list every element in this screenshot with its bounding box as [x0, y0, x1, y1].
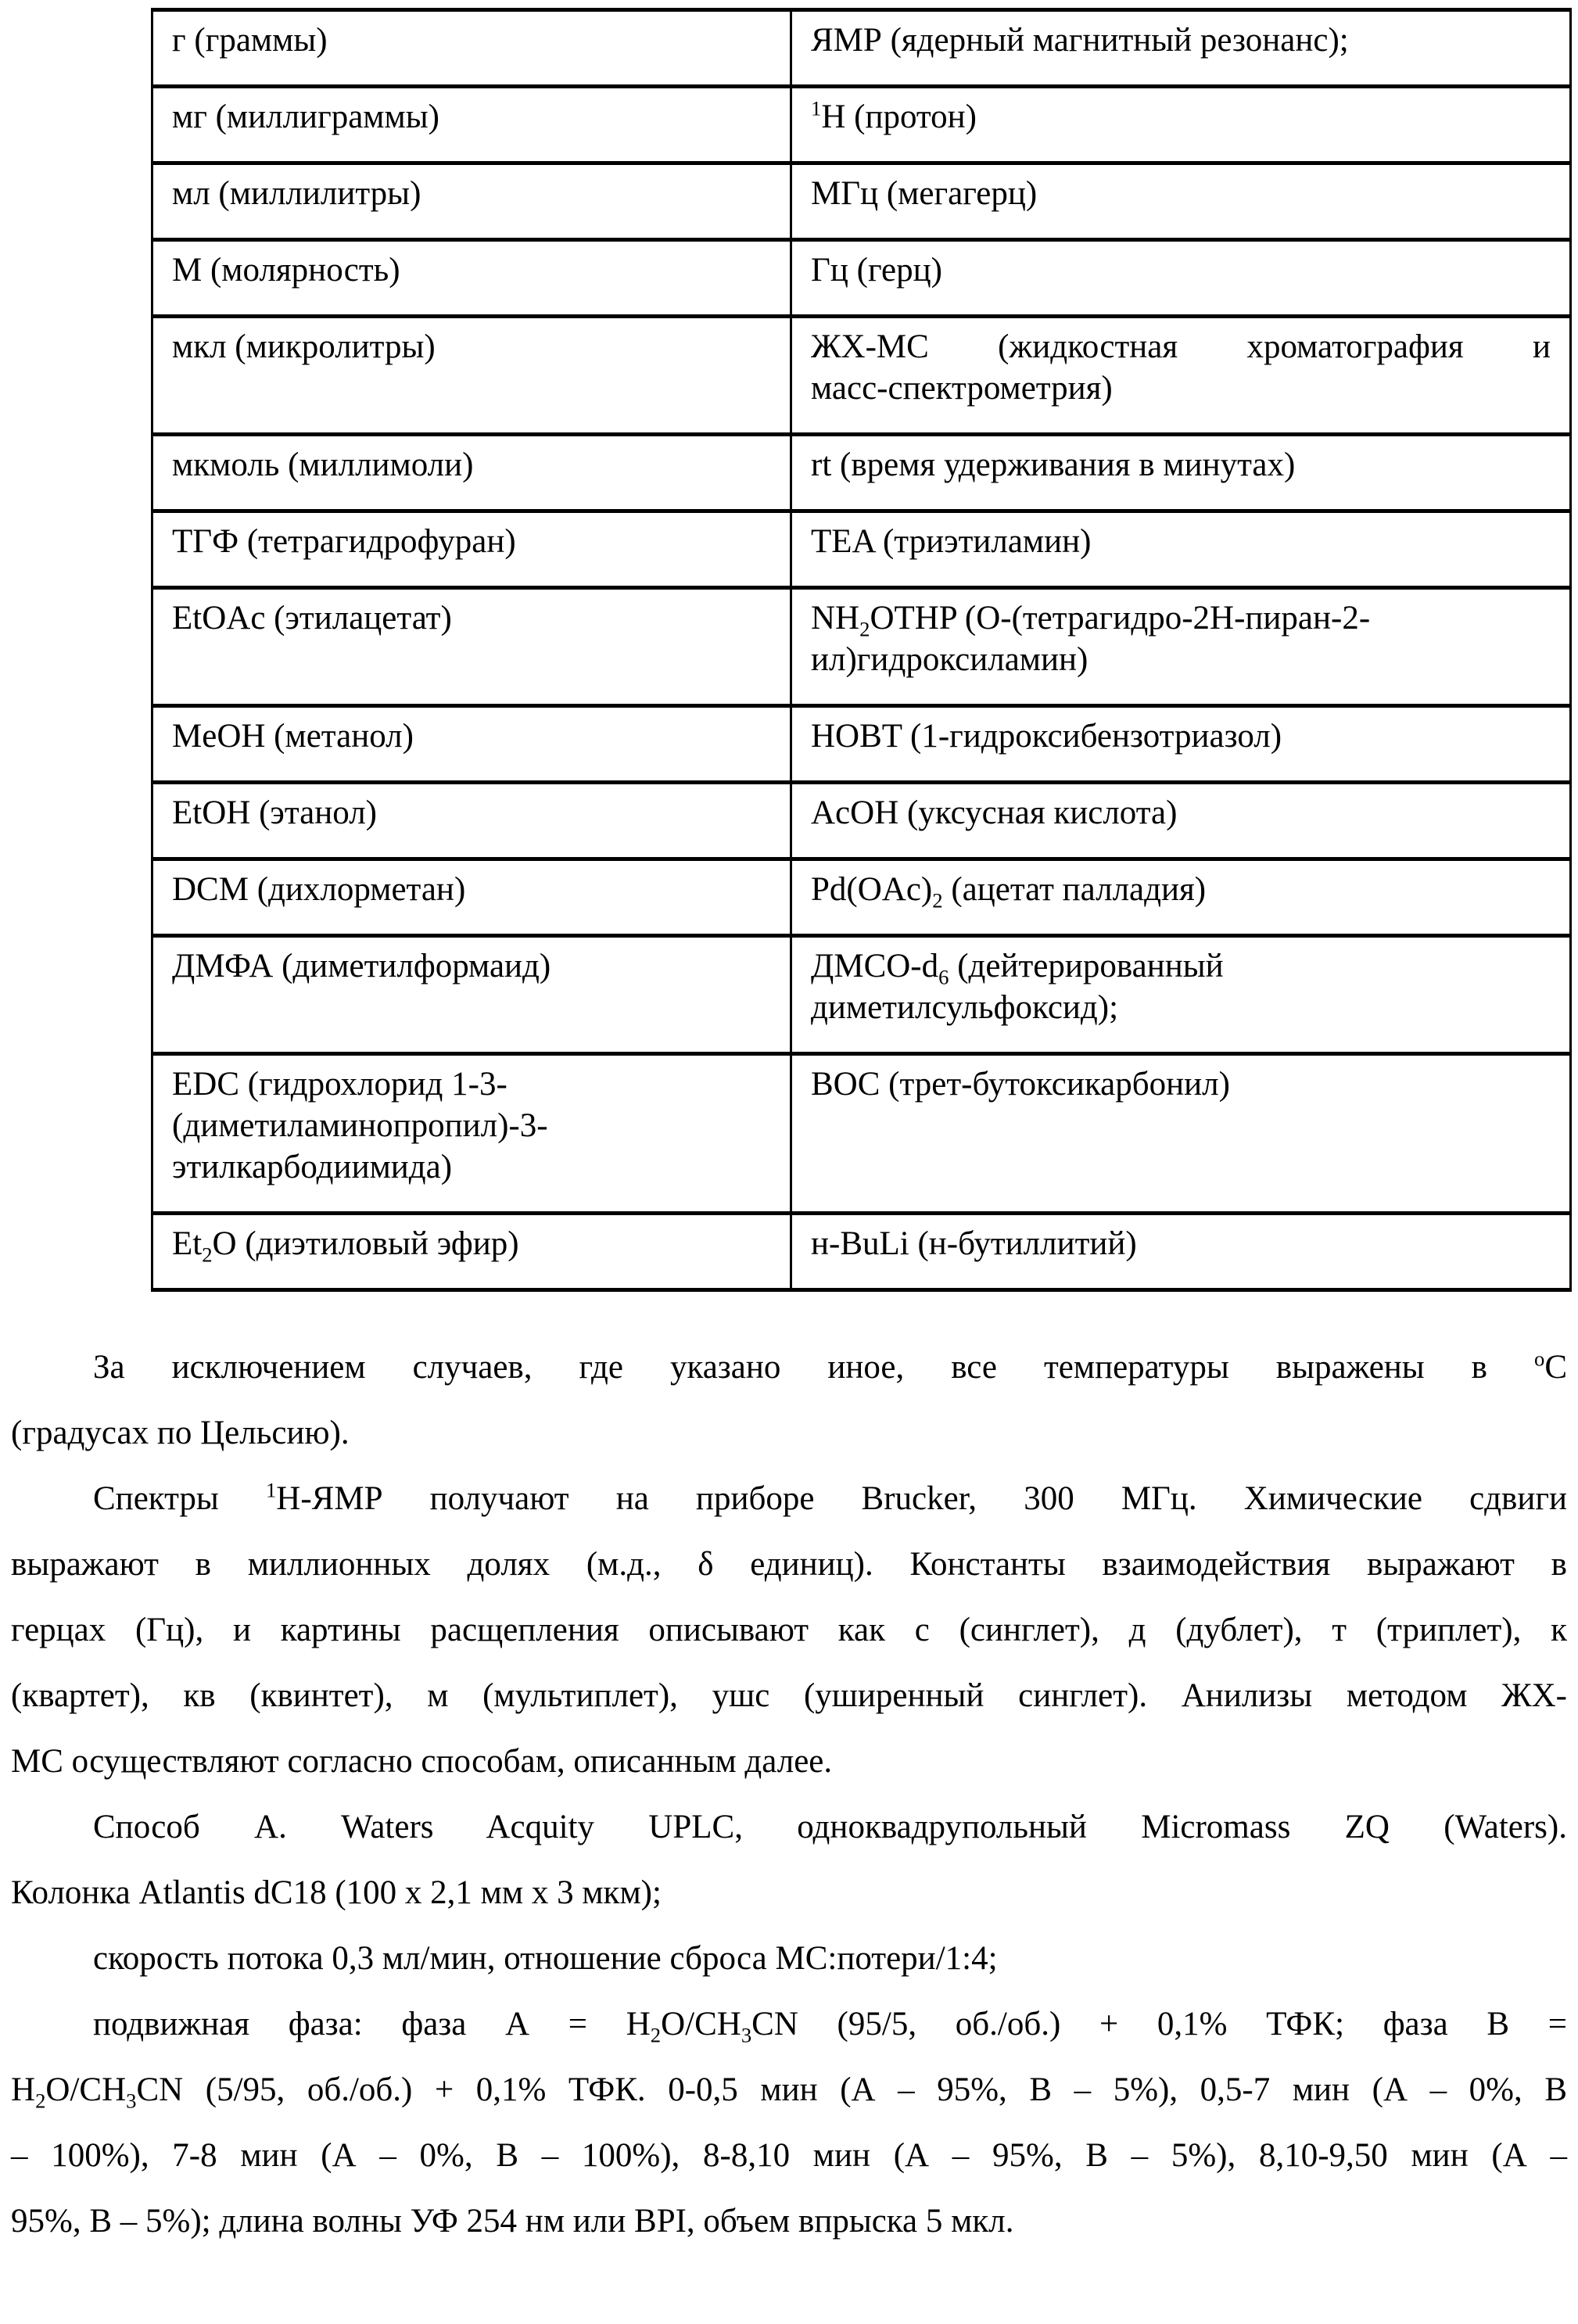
table-cell: [152, 936, 791, 1054]
text-line: $Pd(OAc)_2$ (ацетат палладия): [811, 871, 1207, 913]
text-line: Гц (герц): [811, 252, 942, 289]
table-row: [152, 511, 1571, 588]
text-line: ТГФ (тетрагидрофуран): [172, 523, 516, 560]
text-line: диметилсульфоксид);: [811, 989, 1119, 1026]
table-cell: [791, 435, 1571, 511]
text-line: – 100%), 7-8 мин (А – 0%, В – 100%), 8-8,10 мин (А – 95%, В – 5%), 8,10-9,50 мин (А –: [11, 2137, 1567, 2174]
table-row: [152, 435, 1571, 511]
table-row: [152, 240, 1571, 317]
text-line: подвижная фаза: фаза $А = H_2O/CH_3CN$ (95/5, об./об.) + 0,1% ТФК; фаза В =: [93, 2006, 1567, 2047]
text-line: ДМФА (диметилформаид): [172, 948, 551, 984]
text-line: выражают в миллионных долях (м.д., δ единиц). Константы взаимодействия выражают в: [11, 1546, 1567, 1583]
table-cell: [791, 87, 1571, 163]
table-row: [152, 783, 1571, 859]
table-row: [152, 859, 1571, 936]
table-row: [152, 1214, 1571, 1290]
text-line: ЯМР (ядерный магнитный резонанс);: [811, 22, 1349, 59]
text-line: г (граммы): [172, 22, 328, 59]
paragraph: [11, 1926, 1567, 1992]
text-line: DCM (дихлорметан): [172, 871, 466, 908]
text-line: MeOH (метанол): [172, 718, 414, 755]
text-line: Спектры $^1$Н-ЯМР получают на приборе Brucker, 300 МГц. Химические сдвиги: [93, 1478, 1568, 1517]
text-line: МГц (мегагерц): [811, 175, 1038, 212]
paragraph: [11, 1795, 1567, 1926]
body-text: [11, 1335, 1567, 2254]
text-line: EtOAc (этилацетат): [172, 600, 452, 637]
table-cell: [152, 1054, 791, 1214]
table-cell: [791, 317, 1571, 435]
table-cell: [791, 936, 1571, 1054]
text-line: ЖХ-МС (жидкостная хроматография и: [811, 328, 1551, 365]
table-cell: [152, 87, 791, 163]
table-row: [152, 87, 1571, 163]
table-row: [152, 163, 1571, 240]
text-line: TEA (триэтиламин): [811, 523, 1092, 560]
text-line: Колонка Atlantis dC18 (100 x 2,1 мм x 3 мкм);: [11, 1874, 662, 1911]
text-line: HOBT (1-гидроксибензотриазол): [811, 718, 1282, 755]
text-line: ДМСО-$d_6$ (дейтерированный: [811, 948, 1224, 989]
text-line: Способ А. Waters Acquity UPLC, одноквадрупольный Micromass ZQ (Waters).: [93, 1809, 1567, 1845]
text-line: МС осуществляют согласно способам, описанным далее.: [11, 1743, 833, 1780]
table-cell: [791, 588, 1571, 706]
text-line: За исключением случаев, где указано иное, все температуры выражены в $^о$С: [93, 1347, 1567, 1386]
text-line: $^1$Н (протон): [811, 96, 977, 135]
table-row: [152, 317, 1571, 435]
table-cell: [791, 1054, 1571, 1214]
text-line: н-BuLi (н-бутиллитий): [811, 1225, 1137, 1262]
text-line: масс-спектрометрия): [811, 370, 1113, 407]
text-line: скорость потока 0,3 мл/мин, отношение сброса МС:потери/1:4;: [93, 1940, 998, 1977]
table-cell: [152, 859, 791, 936]
text-line: мл (миллилитры): [172, 175, 421, 212]
abbreviations-table: [151, 8, 1572, 1292]
table-row: [152, 588, 1571, 706]
text-line: AcOH (уксусная кислота): [811, 794, 1178, 831]
table-cell: [791, 783, 1571, 859]
table-row: [152, 936, 1571, 1054]
text-line: (градусах по Цельсию).: [11, 1415, 350, 1451]
text-line: $Et_2O$ (диэтиловый эфир): [172, 1225, 519, 1267]
table-row: [152, 1054, 1571, 1214]
text-line: мкл (микролитры): [172, 328, 436, 365]
text-line: BOC (трет-бутоксикарбонил): [811, 1066, 1230, 1103]
text-line: мкмоль (миллимоли): [172, 447, 474, 483]
text-line: rt (время удерживания в минутах): [811, 447, 1296, 483]
paragraph: [11, 1992, 1567, 2254]
table-row: [152, 706, 1571, 783]
table-cell: [791, 1214, 1571, 1290]
table-cell: [791, 163, 1571, 240]
table-cell: [152, 783, 791, 859]
paragraph: [11, 1335, 1567, 1466]
text-line: этилкарбодиимида): [172, 1149, 453, 1185]
table-cell: [152, 588, 791, 706]
paragraph: [11, 1466, 1567, 1795]
table-cell: [152, 511, 791, 588]
table-cell: [791, 859, 1571, 936]
text-line: мг (миллиграммы): [172, 99, 439, 135]
table-cell: [152, 1214, 791, 1290]
table-cell: [791, 511, 1571, 588]
text-line: EtOH (этанол): [172, 794, 377, 831]
table-row: [152, 10, 1571, 87]
table-cell: [791, 240, 1571, 317]
text-line: герцах (Гц), и картины расщепления описывают как с (синглет), д (дублет), т (триплет), к: [11, 1612, 1567, 1648]
text-line: $H_2O/CH_3CN$ (5/95, об./об.) + 0,1% ТФК. 0-0,5 мин (А – 95%, В – 5%), 0,5-7 мин (А – 0%, В: [11, 2071, 1567, 2113]
table-cell: [152, 706, 791, 783]
text-line: (квартет), кв (квинтет), м (мультиплет), ушс (уширенный синглет). Анилизы методом ЖХ-: [11, 1677, 1567, 1714]
text-line: М (молярность): [172, 252, 400, 289]
table-cell: [152, 435, 791, 511]
text-line: (диметиламинопропил)-3-: [172, 1107, 548, 1144]
table-cell: [152, 10, 791, 87]
text-line: $NH_2OTHP$ (O-(тетрагидро-2Н-пиран-2-: [811, 600, 1371, 641]
table-cell: [152, 317, 791, 435]
text-line: ил)гидроксиламин): [811, 641, 1088, 678]
text-line: 95%, В – 5%); длина волны УФ 254 нм или BPI, объем впрыска 5 мкл.: [11, 2203, 1014, 2240]
table-cell: [152, 240, 791, 317]
text-line: EDC (гидрохлорид 1-3-: [172, 1066, 507, 1103]
table-cell: [152, 163, 791, 240]
table-cell: [791, 10, 1571, 87]
table-cell: [791, 706, 1571, 783]
